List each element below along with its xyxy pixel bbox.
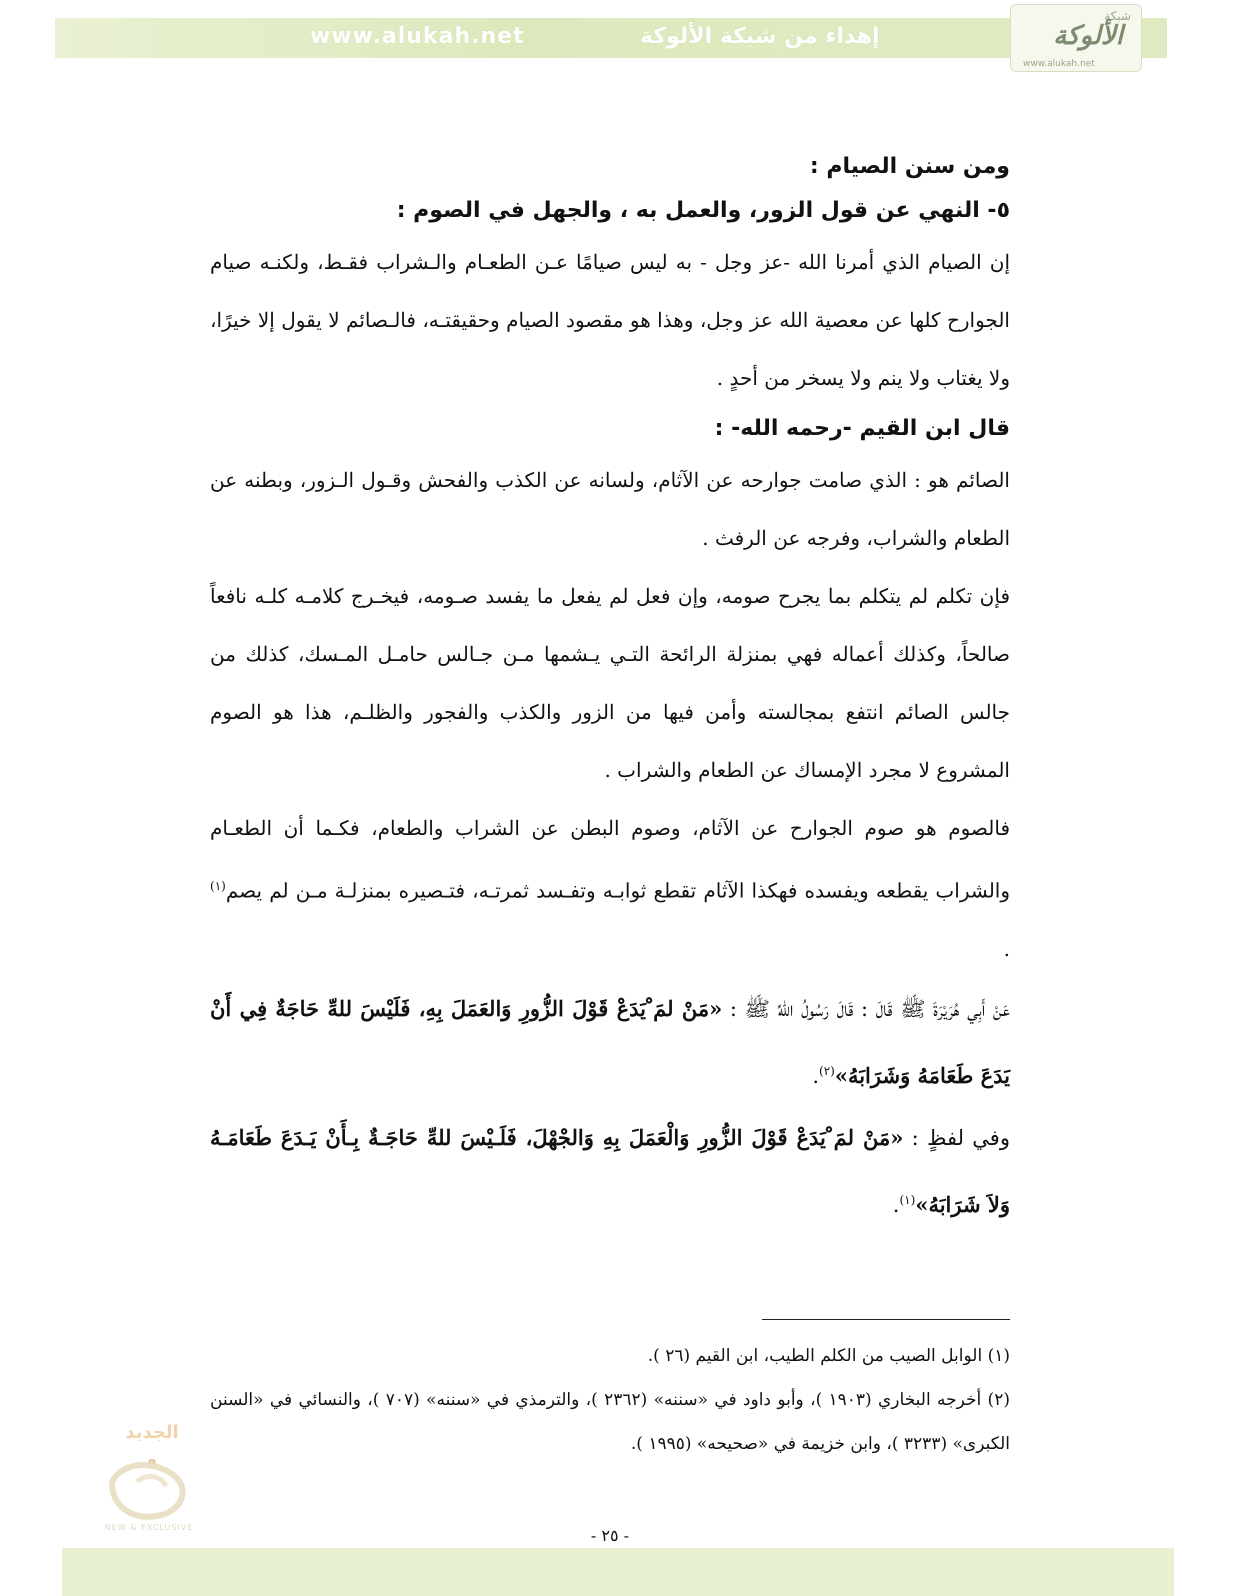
header-gift-text: إهداء من شبكة الألوكة: [640, 24, 880, 49]
watermark-middle-text: و: [147, 1449, 157, 1468]
logo-small-text: شبكة: [1104, 9, 1131, 23]
logo-url-text: www.alukah.net: [1023, 59, 1095, 69]
header-band: [55, 18, 1167, 58]
paragraph-explanation: فإن تكلم لم يتكلم بما يجرح صومه، وإن فعل لم يفعل ما يفسد صـومه، فيخـرج كلامـه كلـه نافعاً صالحاً، وكذلك أعماله فهي بمنزلة الرائحة التـي يـشمها مـن جـالس حامـل المـسك، كذلك من جالس الصائم انتفع بمجالسته وأمن فيها من الزور والكذب والفجور والظلـم، هذا هو الصوم المشروع لا مجرد الإمساك عن الطعام والشراب .: [210, 584, 1011, 782]
hadith-2: وفي لفظٍ : «مَنْ لمَ ْيَدَعْ قَوْلَ الزُّورِ وَالْعَمَلَ بِهِ وَالجْهْلَ، فَلَـيْسَ للهِّ حَاجَـةٌ بِـأَنْ يَـدَعَ طَعَامَـهُ وَلاَ شَرَابَهُ»$^{(١)}$.: [210, 1124, 1010, 1217]
paragraph-conclusion: [210, 799, 1010, 978]
page-number: - ٢٥ -: [590, 1526, 630, 1545]
watermark-bottom-text: NEW & EXCLUSIVE: [104, 1523, 194, 1532]
hadith-1-intro: عَنْ أَبِي هُرَيْرَةَ ﷺ قَالَ : قَالَ رَسُولُ اللهِّ ﷺ :: [729, 996, 1010, 1021]
header-url[interactable]: www.alukah.net: [310, 24, 525, 49]
topic-heading: ٥- النهي عن قول الزور، والعمل به ، والجهل في الصوم :: [396, 198, 1010, 223]
footnote-2: (٢) أخرجه البخاري (١٩٠٣ )، وأبو داود في «سننه» (٢٣٦٢ )، والترمذي في «سننه» (٧٠٧ )، والنسائي في «السنن الكبرى» (٣٢٣٣ )، وابن خزيمة في «صحيحه» (١٩٩٥ ).: [210, 1390, 1010, 1454]
footnotes: [210, 1334, 1010, 1466]
watermark-top-text: الجديد: [125, 1422, 179, 1443]
paragraph-intro: إن الصيام الذي أمرنا الله -عز وجل - به ليس صيامًا عـن الطعـام والـشراب فقـط، ولكنـه صيام الجوارح كلها عن معصية الله عز وجل، وهذا هو مقصود الصيام وحقيقتـه، فالـصائم لا يقول إلا خيرًا، ولا يغتاب ولا ينم ولا يسخر من أحدٍ .: [210, 250, 1010, 390]
main-content: [210, 145, 1010, 1236]
alukah-logo[interactable]: [1010, 4, 1142, 72]
paragraph-definition: الصائم هو : الذي صامت جوارحه عن الآثام، ولسانه عن الكذب والفحش وقـول الـزور، وبطنه عن الطعام والشراب، وفرجه عن الرفث .: [210, 468, 1010, 550]
paragraph-conclusion-text: فالصوم هو صوم الجوارح عن الآثام، وصوم البطن عن الشراب والطعام، فكـما أن الطعـام والشراب يقطعه ويفسده فهكذا الآثام تقطع ثوابـه وتفـسد ثمرتـه، فتـصيره بمنزلـة مـن لم يصم: [210, 816, 1010, 903]
footnote-ref-1[interactable]: (١): [210, 879, 226, 893]
footnote-ref-2[interactable]: (٢): [819, 1063, 835, 1078]
footnote-1: (١) الوابل الصيب من الكلم الطيب، ابن القيم (٢٦ ).: [647, 1346, 1010, 1366]
hadith-1: عَنْ أَبِي هُرَيْرَةَ ﷺ قَالَ : قَالَ رَسُولُ اللهِّ ﷺ : «مَنْ لمَ ْيَدَعْ قَوْلَ الزُّورِ وَالعَمَلَ بِهِ، فَلَيْسَ للهِّ حَاجَةٌ فِي أَنْ يَدَعَ طَعَامَهُ وَشَرَابَهُ»$^{(٢)}$.: [210, 995, 1010, 1088]
logo-main-text: الألوكة: [1053, 21, 1123, 51]
watermark-swirl: [112, 1465, 183, 1517]
hadith-2-intro: وفي لفظٍ :: [911, 1125, 1010, 1150]
section-heading: ومن سنن الصيام :: [809, 154, 1010, 179]
paragraph-conclusion-end: .: [1003, 936, 1010, 961]
footnote-ref-3[interactable]: (١): [899, 1192, 916, 1207]
footnote-divider: [762, 1319, 1010, 1320]
hadith-1-text: «مَنْ لمَ ْيَدَعْ قَوْلَ الزُّورِ وَالعَمَلَ بِهِ، فَلَيْسَ للهِّ حَاجَةٌ فِي أَنْ يَدَعَ طَعَامَهُ وَشَرَابَهُ»: [210, 995, 1010, 1088]
quote-heading: قال ابن القيم -رحمه الله- :: [714, 416, 1010, 441]
hadith-2-text: «مَنْ لمَ ْيَدَعْ قَوْلَ الزُّورِ وَالْعَمَلَ بِهِ وَالجْهْلَ، فَلَـيْسَ للهِّ حَاجَـةٌ بِـأَنْ يَـدَعَ طَعَامَـهُ وَلاَ شَرَابَهُ»: [210, 1124, 1010, 1217]
footer-band: [62, 1548, 1174, 1596]
new-exclusive-watermark: [82, 1412, 217, 1534]
